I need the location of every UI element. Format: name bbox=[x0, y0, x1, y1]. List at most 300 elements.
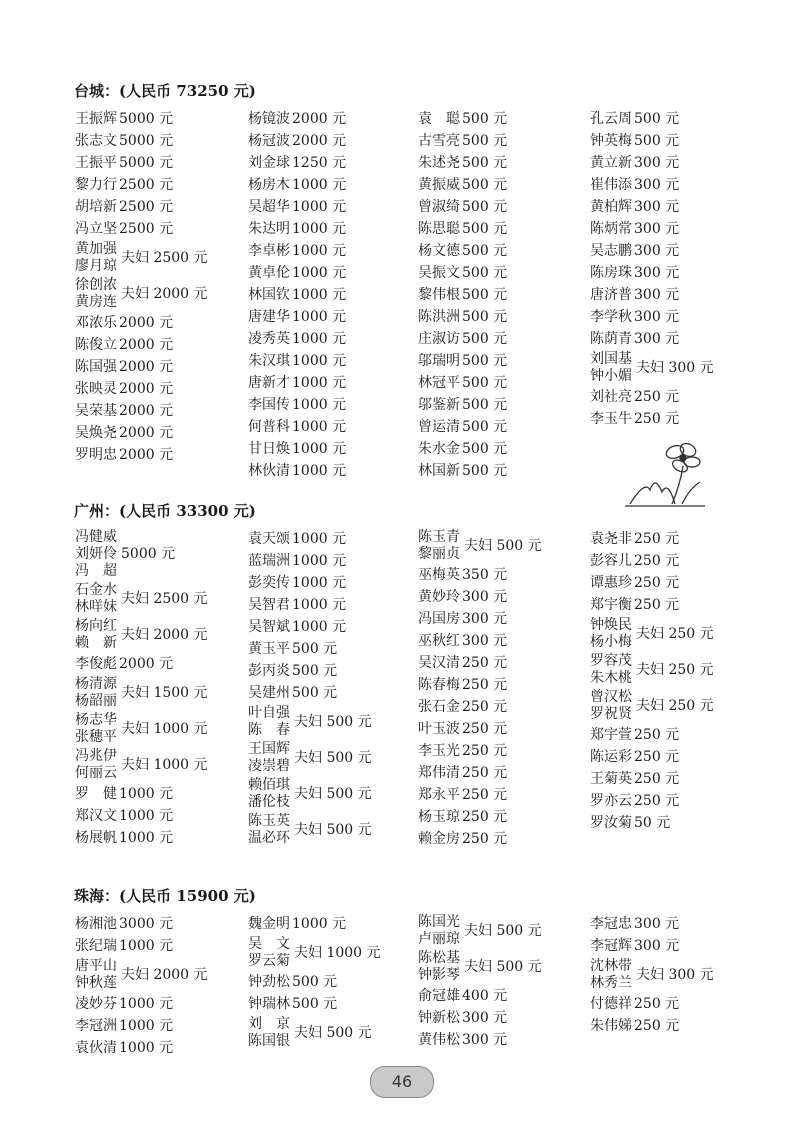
donation-amount: 1000 元 bbox=[292, 916, 347, 932]
donor-entry bbox=[248, 108, 346, 130]
donor-entry bbox=[75, 1015, 173, 1037]
donation-amount: 夫妇 500 元 bbox=[464, 959, 542, 975]
donor-name: 胡培新 bbox=[75, 199, 117, 215]
donor-entry bbox=[248, 372, 346, 394]
donor-name: 罗 健 bbox=[75, 786, 117, 802]
donor-entry bbox=[418, 438, 507, 460]
donor-name: 赖金房 bbox=[418, 831, 460, 847]
donation-amount: 1000 元 bbox=[119, 1018, 174, 1034]
donor-entry bbox=[75, 653, 173, 675]
donor-entry bbox=[418, 985, 507, 1007]
donor-entry bbox=[590, 240, 679, 262]
donation-amount: 1000 元 bbox=[292, 553, 347, 569]
donor-entry bbox=[418, 372, 507, 394]
donor-name: 唐建华 bbox=[248, 309, 290, 325]
donor-name: 刘国基 bbox=[590, 351, 632, 367]
donor-name: 吴 文 bbox=[248, 936, 290, 952]
donation-amount: 夫妇 2000 元 bbox=[121, 967, 208, 983]
donor-name: 邓浓乐 bbox=[75, 315, 117, 331]
donation-amount: 250 元 bbox=[462, 787, 508, 803]
donation-amount: 夫妇 2000 元 bbox=[121, 627, 208, 643]
donor-entry bbox=[248, 460, 346, 482]
donation-amount: 250 元 bbox=[634, 553, 680, 569]
donor-entry bbox=[418, 718, 507, 740]
donor-name: 林秀兰 bbox=[590, 975, 632, 991]
donor-name: 罗亦云 bbox=[590, 793, 632, 809]
donation-amount: 250 元 bbox=[634, 1018, 680, 1034]
donor-name: 冯立坚 bbox=[75, 221, 117, 237]
donation-amount: 1000 元 bbox=[292, 221, 347, 237]
donation-amount: 夫妇 500 元 bbox=[294, 786, 372, 802]
donor-name: 钟劲松 bbox=[248, 974, 290, 990]
donor-name: 黄妙玲 bbox=[418, 589, 460, 605]
donor-name: 付德祥 bbox=[590, 996, 632, 1012]
donor-name: 李玉牛 bbox=[590, 411, 632, 427]
donor-name: 朱达明 bbox=[248, 221, 290, 237]
donation-amount: 500 元 bbox=[462, 331, 508, 347]
donor-entry bbox=[418, 696, 507, 718]
donor-entry bbox=[418, 350, 507, 372]
donor-name: 陈运彩 bbox=[590, 749, 632, 765]
donor-entry bbox=[590, 993, 679, 1015]
donor-name: 郑宇萱 bbox=[590, 727, 632, 743]
donor-name: 郑永平 bbox=[418, 787, 460, 803]
donation-amount: 夫妇 500 元 bbox=[294, 714, 372, 730]
donation-amount: 250 元 bbox=[634, 575, 680, 591]
donor-names bbox=[590, 958, 632, 992]
donor-entry bbox=[75, 935, 173, 957]
donor-name: 钟新松 bbox=[418, 1010, 460, 1026]
donor-names bbox=[418, 950, 460, 984]
donor-name: 吴荣基 bbox=[75, 403, 117, 419]
donation-amount: 300 元 bbox=[634, 265, 680, 281]
donation-amount: 1000 元 bbox=[292, 309, 347, 325]
donor-entry bbox=[248, 196, 346, 218]
donor-entry bbox=[418, 152, 507, 174]
donor-name: 李玉光 bbox=[418, 743, 460, 759]
donor-entry bbox=[248, 682, 337, 704]
donation-amount: 250 元 bbox=[634, 771, 680, 787]
donor-entry bbox=[248, 993, 337, 1015]
donor-entry bbox=[418, 806, 507, 828]
donor-entry bbox=[75, 334, 173, 356]
donor-entry bbox=[590, 550, 679, 572]
donor-name: 钟秋莲 bbox=[75, 975, 117, 991]
donor-entry bbox=[248, 550, 346, 572]
donation-amount: 500 元 bbox=[462, 265, 508, 281]
donor-entry bbox=[248, 174, 346, 196]
donation-amount: 250 元 bbox=[634, 749, 680, 765]
donor-entry bbox=[590, 724, 679, 746]
donation-amount: 500 元 bbox=[292, 996, 338, 1012]
donor-entry bbox=[590, 174, 679, 196]
donor-name: 钟瑞林 bbox=[248, 996, 290, 1012]
donor-name: 杨房木 bbox=[248, 177, 290, 193]
donation-amount: 250 元 bbox=[634, 389, 680, 405]
donor-name: 袁 聪 bbox=[418, 111, 460, 127]
donation-amount: 500 元 bbox=[634, 133, 680, 149]
donor-name: 李冠忠 bbox=[590, 916, 632, 932]
donor-name: 李冠洲 bbox=[75, 1018, 117, 1034]
donor-names bbox=[590, 351, 632, 385]
donor-name: 杨清源 bbox=[75, 676, 117, 692]
donor-entry bbox=[418, 108, 507, 130]
donation-amount: 1000 元 bbox=[292, 619, 347, 635]
donor-name: 何普科 bbox=[248, 419, 290, 435]
donation-amount: 1000 元 bbox=[119, 996, 174, 1012]
donor-names bbox=[75, 529, 117, 580]
donation-amount: 1000 元 bbox=[292, 531, 347, 547]
donation-amount: 1250 元 bbox=[292, 155, 347, 171]
donation-amount: 300 元 bbox=[634, 155, 680, 171]
donor-entry bbox=[418, 328, 507, 350]
donor-name: 林国钦 bbox=[248, 287, 290, 303]
donor-name: 朱水金 bbox=[418, 441, 460, 457]
donor-entry bbox=[248, 913, 346, 935]
donor-entry bbox=[418, 762, 507, 784]
donor-name: 钟英梅 bbox=[590, 133, 632, 149]
donation-amount: 50 元 bbox=[634, 815, 671, 831]
donor-name: 张穗平 bbox=[75, 729, 117, 745]
donation-amount: 1000 元 bbox=[119, 938, 174, 954]
donor-name: 张志文 bbox=[75, 133, 117, 149]
donation-amount: 250 元 bbox=[462, 743, 508, 759]
donation-amount: 250 元 bbox=[462, 721, 508, 737]
donation-amount: 250 元 bbox=[462, 699, 508, 715]
donor-name: 陈 春 bbox=[248, 722, 290, 738]
donor-name: 彭丙炎 bbox=[248, 663, 290, 679]
donation-amount: 1000 元 bbox=[292, 265, 347, 281]
donor-name: 袁尧非 bbox=[590, 531, 632, 547]
donor-name: 蓝瑞洲 bbox=[248, 553, 290, 569]
donor-name: 罗容茂 bbox=[590, 653, 632, 669]
donor-name: 古雪亮 bbox=[418, 133, 460, 149]
donor-names bbox=[248, 813, 290, 847]
donor-names bbox=[248, 705, 290, 739]
donor-entry bbox=[590, 386, 679, 408]
donor-name: 朱伟娣 bbox=[590, 1018, 632, 1034]
donor-entry bbox=[418, 630, 507, 652]
donor-name: 卢丽琼 bbox=[418, 931, 460, 947]
donation-amount: 2000 元 bbox=[119, 315, 174, 331]
donor-name: 曾汉松 bbox=[590, 689, 632, 705]
donor-names bbox=[418, 914, 460, 948]
donor-entry bbox=[590, 284, 679, 306]
donation-amount: 2000 元 bbox=[119, 359, 174, 375]
donor-entry bbox=[590, 572, 679, 594]
donor-entry bbox=[590, 196, 679, 218]
donation-amount: 1000 元 bbox=[119, 808, 174, 824]
donation-amount: 夫妇 500 元 bbox=[294, 750, 372, 766]
donor-name: 杨文德 bbox=[418, 243, 460, 259]
donor-entry bbox=[248, 616, 346, 638]
donor-entry bbox=[248, 152, 346, 174]
donor-name: 何丽云 bbox=[75, 765, 117, 781]
donor-entry bbox=[418, 784, 507, 806]
donation-amount: 500 元 bbox=[462, 133, 508, 149]
donor-name: 俞冠雄 bbox=[418, 988, 460, 1004]
donor-name: 吴智斌 bbox=[248, 619, 290, 635]
donor-name: 甘日焕 bbox=[248, 441, 290, 457]
donor-name: 陈春梅 bbox=[418, 677, 460, 693]
donor-entry bbox=[418, 284, 507, 306]
donation-amount: 5000 元 bbox=[119, 155, 174, 171]
donation-amount: 1000 元 bbox=[119, 786, 174, 802]
donor-entry bbox=[75, 356, 173, 378]
donation-amount: 500 元 bbox=[462, 441, 508, 457]
donation-amount: 夫妇 500 元 bbox=[464, 923, 542, 939]
donor-entry bbox=[418, 460, 507, 482]
donor-names bbox=[590, 653, 632, 687]
donor-entry bbox=[418, 262, 507, 284]
donor-name: 黄玉平 bbox=[248, 641, 290, 657]
donor-name: 王菊英 bbox=[590, 771, 632, 787]
donor-names bbox=[418, 529, 460, 563]
donor-name: 钟焕民 bbox=[590, 617, 632, 633]
donor-entry bbox=[248, 328, 346, 350]
donor-name: 李冠辉 bbox=[590, 938, 632, 954]
donation-amount: 250 元 bbox=[634, 727, 680, 743]
donation-amount: 1000 元 bbox=[292, 331, 347, 347]
donor-name: 陈荫青 bbox=[590, 331, 632, 347]
donor-entry bbox=[418, 674, 507, 696]
donor-entry bbox=[248, 306, 346, 328]
donor-entry bbox=[590, 218, 679, 240]
donor-entry bbox=[75, 913, 173, 935]
donor-entry bbox=[418, 196, 507, 218]
donor-entry bbox=[590, 790, 679, 812]
donor-entry bbox=[418, 828, 507, 850]
donation-amount: 夫妇 1000 元 bbox=[121, 721, 208, 737]
donor-name: 彭容儿 bbox=[590, 553, 632, 569]
donor-entry bbox=[418, 586, 507, 608]
donor-entry bbox=[248, 350, 346, 372]
donor-names bbox=[75, 241, 117, 275]
donor-name: 李学秋 bbox=[590, 309, 632, 325]
donor-name: 邬鉴新 bbox=[418, 397, 460, 413]
donor-entry bbox=[248, 284, 346, 306]
donor-name: 陈松基 bbox=[418, 950, 460, 966]
donor-name: 巫秋红 bbox=[418, 633, 460, 649]
donor-name: 杨韶丽 bbox=[75, 693, 117, 709]
donation-amount: 300 元 bbox=[462, 1032, 508, 1048]
donor-name: 魏金明 bbox=[248, 916, 290, 932]
donor-name: 陈炳常 bbox=[590, 221, 632, 237]
donor-entry bbox=[590, 746, 679, 768]
donor-name: 王国辉 bbox=[248, 741, 290, 757]
donation-amount: 1000 元 bbox=[292, 463, 347, 479]
donor-name: 袁天颂 bbox=[248, 531, 290, 547]
donor-entry bbox=[590, 152, 679, 174]
donor-name: 刘 京 bbox=[248, 1016, 290, 1032]
section-title: 台城：(人民币 73250 元) bbox=[74, 82, 256, 100]
donor-entry bbox=[248, 438, 346, 460]
donation-amount: 500 元 bbox=[462, 287, 508, 303]
donation-amount: 500 元 bbox=[462, 463, 508, 479]
donor-name: 吴智君 bbox=[248, 597, 290, 613]
donor-entry bbox=[75, 218, 173, 240]
donor-name: 吴志鹏 bbox=[590, 243, 632, 259]
donation-amount: 500 元 bbox=[462, 199, 508, 215]
donor-entry bbox=[590, 594, 679, 616]
donor-entry bbox=[75, 783, 173, 805]
donor-names bbox=[75, 277, 117, 311]
donor-name: 罗汝菊 bbox=[590, 815, 632, 831]
donation-amount: 250 元 bbox=[634, 996, 680, 1012]
donor-name: 郑宇衡 bbox=[590, 597, 632, 613]
donor-name: 陈玉青 bbox=[418, 529, 460, 545]
donor-name: 庄淑访 bbox=[418, 331, 460, 347]
donor-name: 刘社亮 bbox=[590, 389, 632, 405]
donor-name: 林冠平 bbox=[418, 375, 460, 391]
donation-amount: 500 元 bbox=[462, 243, 508, 259]
donation-amount: 2000 元 bbox=[119, 337, 174, 353]
donor-name: 陈国强 bbox=[75, 359, 117, 375]
donation-amount: 250 元 bbox=[634, 411, 680, 427]
donor-name: 陈国光 bbox=[418, 914, 460, 930]
donation-amount: 300 元 bbox=[634, 287, 680, 303]
donor-entry bbox=[75, 312, 173, 334]
donation-amount: 夫妇 2500 元 bbox=[121, 591, 208, 607]
donation-amount: 250 元 bbox=[462, 677, 508, 693]
donation-amount: 300 元 bbox=[634, 331, 680, 347]
donor-entry bbox=[75, 152, 173, 174]
donor-names bbox=[590, 617, 632, 651]
donor-name: 罗云菊 bbox=[248, 953, 290, 969]
donation-amount: 350 元 bbox=[462, 567, 508, 583]
donor-entry bbox=[248, 660, 337, 682]
donation-amount: 250 元 bbox=[634, 531, 680, 547]
donor-entry bbox=[590, 408, 679, 430]
donor-name: 黄加强 bbox=[75, 241, 117, 257]
donor-names bbox=[248, 777, 290, 811]
donation-amount: 夫妇 2000 元 bbox=[121, 286, 208, 302]
donation-amount: 500 元 bbox=[462, 155, 508, 171]
donor-name: 吴建州 bbox=[248, 685, 290, 701]
donation-amount: 1000 元 bbox=[292, 375, 347, 391]
donation-amount: 300 元 bbox=[462, 611, 508, 627]
donation-amount: 300 元 bbox=[462, 1010, 508, 1026]
donation-amount: 300 元 bbox=[634, 916, 680, 932]
donor-name: 冯兆伊 bbox=[75, 748, 117, 764]
donor-entry bbox=[418, 174, 507, 196]
donor-name: 陈房珠 bbox=[590, 265, 632, 281]
donation-amount: 1000 元 bbox=[292, 419, 347, 435]
donor-name: 黎丽贞 bbox=[418, 546, 460, 562]
donor-entry bbox=[248, 394, 346, 416]
donation-amount: 1000 元 bbox=[292, 575, 347, 591]
donor-entry bbox=[75, 196, 173, 218]
donation-amount: 300 元 bbox=[634, 938, 680, 954]
donor-name: 凌崇碧 bbox=[248, 758, 290, 774]
donation-amount: 2000 元 bbox=[119, 425, 174, 441]
donation-amount: 2500 元 bbox=[119, 199, 174, 215]
donor-entry bbox=[75, 993, 173, 1015]
donation-amount: 1000 元 bbox=[119, 830, 174, 846]
donation-amount: 500 元 bbox=[462, 309, 508, 325]
donor-name: 杨冠波 bbox=[248, 133, 290, 149]
donor-name: 陈洪洲 bbox=[418, 309, 460, 325]
donation-amount: 1000 元 bbox=[292, 353, 347, 369]
donation-amount: 夫妇 300 元 bbox=[636, 967, 714, 983]
donor-entry bbox=[418, 394, 507, 416]
donor-name: 陈玉英 bbox=[248, 813, 290, 829]
donor-name: 郑伟清 bbox=[418, 765, 460, 781]
donor-entry bbox=[248, 262, 346, 284]
donor-entry bbox=[418, 218, 507, 240]
donor-name: 温必环 bbox=[248, 830, 290, 846]
donor-entry bbox=[75, 444, 173, 466]
donor-name: 黎力行 bbox=[75, 177, 117, 193]
donation-amount: 3000 元 bbox=[119, 916, 174, 932]
donor-entry bbox=[590, 306, 679, 328]
donation-amount: 5000 元 bbox=[119, 133, 174, 149]
donor-name: 曾淑绮 bbox=[418, 199, 460, 215]
donor-name: 钟小媚 bbox=[590, 368, 632, 384]
donor-name: 黄伟松 bbox=[418, 1032, 460, 1048]
donation-amount: 500 元 bbox=[462, 221, 508, 237]
donor-name: 凌秀英 bbox=[248, 331, 290, 347]
donor-entry bbox=[418, 130, 507, 152]
donor-name: 黄立新 bbox=[590, 155, 632, 171]
donor-name: 邬瑞明 bbox=[418, 353, 460, 369]
donor-name: 陈思聪 bbox=[418, 221, 460, 237]
donation-amount: 2000 元 bbox=[119, 403, 174, 419]
donation-amount: 500 元 bbox=[462, 375, 508, 391]
donation-amount: 夫妇 2500 元 bbox=[121, 250, 208, 266]
donor-name: 赖 新 bbox=[75, 635, 117, 651]
donor-name: 陈国银 bbox=[248, 1033, 290, 1049]
donor-name: 杨湘池 bbox=[75, 916, 117, 932]
donor-name: 石金水 bbox=[75, 582, 117, 598]
donor-names bbox=[590, 689, 632, 723]
donation-amount: 500 元 bbox=[462, 111, 508, 127]
donor-name: 李卓彬 bbox=[248, 243, 290, 259]
donor-name: 崔伟添 bbox=[590, 177, 632, 193]
donor-entry bbox=[590, 262, 679, 284]
donor-name: 叶玉波 bbox=[418, 721, 460, 737]
donor-names bbox=[75, 958, 117, 992]
donor-name: 叶自强 bbox=[248, 705, 290, 721]
donation-amount: 250 元 bbox=[462, 765, 508, 781]
donor-names bbox=[75, 582, 117, 616]
donor-name: 黄卓伦 bbox=[248, 265, 290, 281]
donor-entry bbox=[75, 174, 173, 196]
donation-amount: 300 元 bbox=[634, 177, 680, 193]
donor-entry bbox=[590, 768, 679, 790]
donor-name: 林国新 bbox=[418, 463, 460, 479]
donor-name: 杨镜波 bbox=[248, 111, 290, 127]
donor-entry bbox=[75, 400, 173, 422]
donor-name: 黎伟根 bbox=[418, 287, 460, 303]
donor-names bbox=[75, 676, 117, 710]
donation-amount: 250 元 bbox=[634, 597, 680, 613]
donation-amount: 300 元 bbox=[462, 589, 508, 605]
donation-amount: 250 元 bbox=[462, 655, 508, 671]
donation-amount: 5000 元 bbox=[121, 546, 176, 562]
donation-amount: 1000 元 bbox=[292, 441, 347, 457]
donor-names bbox=[75, 748, 117, 782]
donation-amount: 300 元 bbox=[634, 221, 680, 237]
donor-entry bbox=[418, 1029, 507, 1051]
donation-amount: 夫妇 1000 元 bbox=[121, 757, 208, 773]
donor-entry bbox=[590, 130, 679, 152]
donor-name: 杨向红 bbox=[75, 618, 117, 634]
donor-entry bbox=[75, 1037, 173, 1059]
donor-name: 刘妍伶 bbox=[75, 546, 117, 562]
donor-name: 张映灵 bbox=[75, 381, 117, 397]
donor-name: 黄柏辉 bbox=[590, 199, 632, 215]
